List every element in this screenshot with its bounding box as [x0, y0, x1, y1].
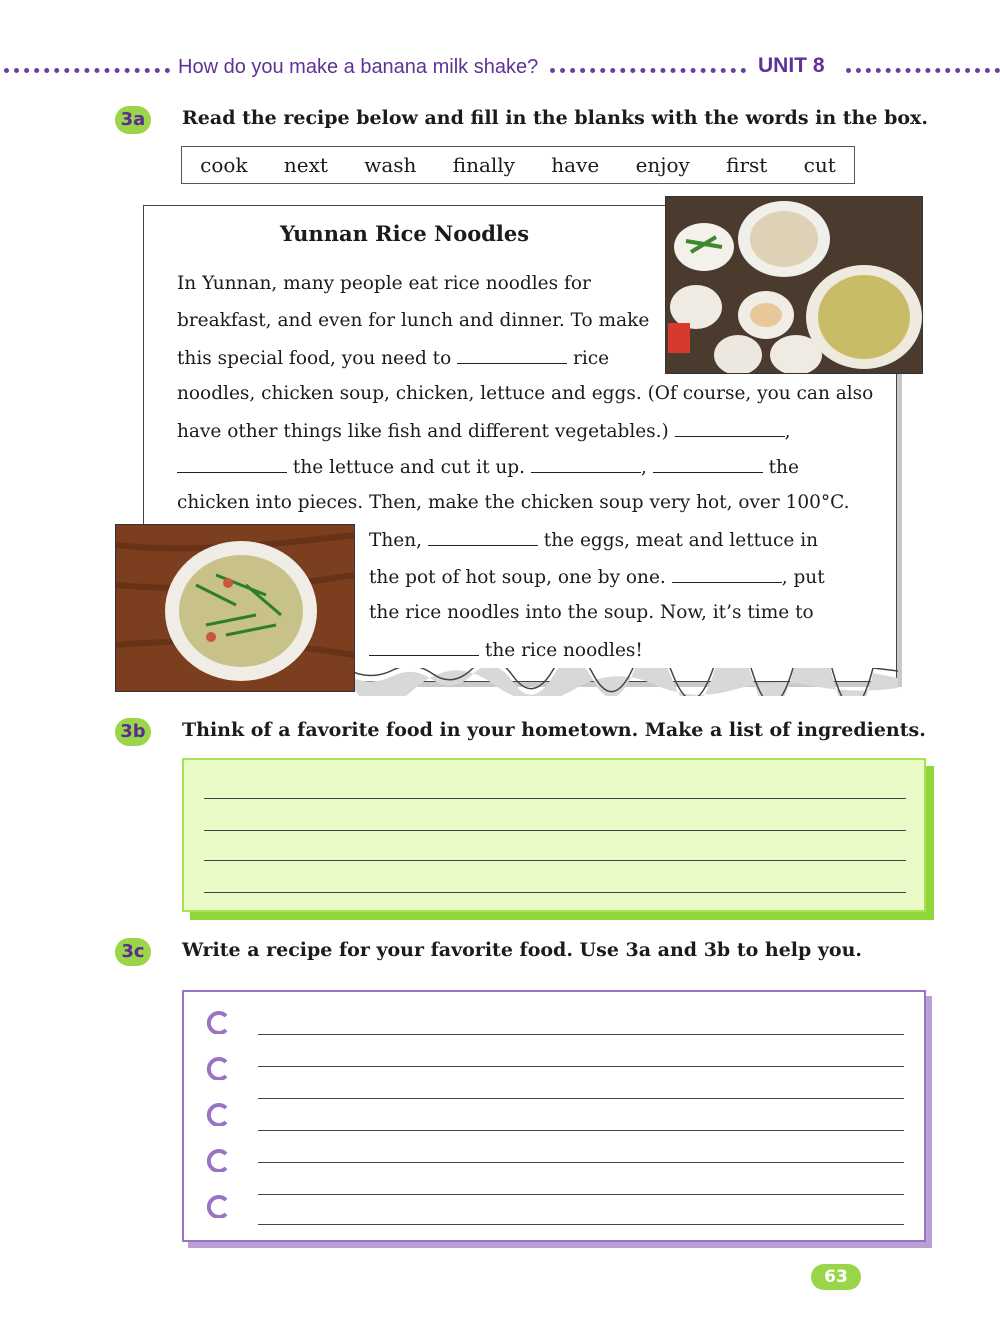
- word-box-item: cut: [803, 153, 836, 177]
- recipe-text: the rice noodles into the soup. Now, it’s time to: [369, 602, 814, 623]
- recipe-text: Then,: [369, 530, 422, 551]
- recipe-line: [369, 602, 814, 623]
- instruction-3c: Write a recipe for your favorite food. Use 3a and 3b to help you.: [182, 939, 863, 961]
- header-unit: UNIT 8: [758, 54, 825, 77]
- badge-3c: 3c: [115, 938, 151, 966]
- notebook-ring-icon: [206, 1102, 230, 1126]
- header-dots-right: [846, 68, 1000, 73]
- recipe-write-line[interactable]: [258, 1130, 904, 1131]
- instruction-3b: Think of a favorite food in your hometown. Make a list of ingredients.: [182, 719, 926, 741]
- recipe-title: Yunnan Rice Noodles: [280, 221, 530, 246]
- notebook-ring-icon: [206, 1194, 230, 1218]
- recipe-text: this special food, you need to: [177, 348, 452, 369]
- notebook-ring-icon: [206, 1010, 230, 1034]
- fill-blank-5[interactable]: [653, 458, 763, 473]
- recipe-text: the: [768, 457, 799, 478]
- recipe-line: [177, 310, 649, 331]
- instruction-3a: Read the recipe below and fill in the blanks with the words in the box.: [182, 107, 928, 129]
- fill-blank-4[interactable]: [531, 458, 641, 473]
- torn-paper-edge: [353, 668, 898, 696]
- notebook-ring-icon: [206, 1148, 230, 1172]
- ingredients-box: [182, 758, 926, 912]
- word-box-item: cook: [200, 153, 248, 177]
- fill-blank-2[interactable]: [675, 422, 785, 437]
- word-box-item: have: [551, 153, 600, 177]
- recipe-write-line[interactable]: [258, 1224, 904, 1225]
- fill-blank-8[interactable]: [369, 641, 479, 656]
- recipe-text: In Yunnan, many people eat rice noodles for: [177, 273, 591, 294]
- soup-photo: [115, 524, 355, 692]
- badge-3b: 3b: [115, 718, 151, 746]
- noodles-photo: [665, 196, 923, 374]
- recipe-text: breakfast, and even for lunch and dinner. To make: [177, 310, 650, 331]
- recipe-text: the pot of hot soup, one by one.: [369, 567, 666, 588]
- badge-3a: 3a: [115, 106, 151, 134]
- word-box-item: first: [726, 153, 768, 177]
- header-dots-middle: [550, 68, 746, 73]
- recipe-text: noodles, chicken soup, chicken, lettuce and eggs. (Of course, you can also: [177, 383, 874, 404]
- notebook-ring-icon: [206, 1056, 230, 1080]
- recipe-write-line[interactable]: [258, 1066, 904, 1067]
- ingredient-write-line[interactable]: [204, 860, 906, 861]
- header-title: How do you make a banana milk shake?: [178, 56, 539, 78]
- recipe-text: rice: [573, 348, 610, 369]
- recipe-text: the rice noodles!: [484, 640, 643, 661]
- recipe-write-line[interactable]: [258, 1098, 904, 1099]
- recipe-write-line[interactable]: [258, 1034, 904, 1035]
- recipe-line: [369, 640, 643, 661]
- word-box: [181, 146, 855, 184]
- recipe-line: [369, 530, 818, 551]
- recipe-line: [177, 383, 873, 404]
- page-header: [0, 52, 1000, 88]
- recipe-text: , put: [781, 567, 825, 588]
- word-box-item: enjoy: [635, 153, 690, 177]
- recipe-text: ,: [640, 457, 647, 478]
- ingredient-write-line[interactable]: [204, 830, 906, 831]
- recipe-write-line[interactable]: [258, 1162, 904, 1163]
- recipe-text: ,: [784, 421, 791, 442]
- recipe-line: [177, 457, 799, 478]
- recipe-line: [177, 273, 591, 294]
- recipe-line: [177, 348, 609, 369]
- fill-blank-3[interactable]: [177, 458, 287, 473]
- recipe-line: [177, 421, 791, 442]
- header-dots-left: [4, 68, 170, 73]
- recipe-text: the lettuce and cut it up.: [292, 457, 526, 478]
- recipe-text: have other things like fish and different vegetables.): [177, 421, 669, 442]
- word-box-item: finally: [452, 153, 515, 177]
- fill-blank-6[interactable]: [428, 531, 538, 546]
- ingredient-write-line[interactable]: [204, 892, 906, 893]
- recipe-text: the eggs, meat and lettuce in: [543, 530, 819, 551]
- recipe-line: [177, 492, 850, 513]
- recipe-write-line[interactable]: [258, 1194, 904, 1195]
- recipe-text: chicken into pieces. Then, make the chicken soup very hot, over 100°C.: [177, 492, 850, 513]
- page-number: 63: [811, 1264, 861, 1290]
- ingredient-write-line[interactable]: [204, 798, 906, 799]
- recipe-writing-box: [182, 990, 926, 1242]
- word-box-item: next: [283, 153, 328, 177]
- fill-blank-7[interactable]: [672, 568, 782, 583]
- word-box-item: wash: [364, 153, 417, 177]
- recipe-line: [369, 567, 825, 588]
- fill-blank-1[interactable]: [457, 349, 567, 364]
